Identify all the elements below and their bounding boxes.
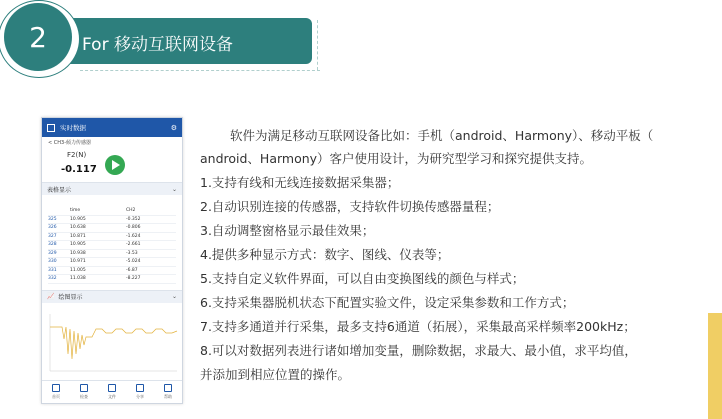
table-cell: 332 <box>48 276 57 282</box>
feature-4: 4.提供多种显示方式：数字、图线、仪表等； <box>200 247 450 262</box>
table-cell: -2.661 <box>126 242 141 248</box>
table-cell: 330 <box>48 259 57 265</box>
feature-2: 2.自动识别连接的传感器，支持软件切换传感器量程； <box>200 199 500 214</box>
sensor-line: < CH3-倾力传感器 <box>48 140 92 146</box>
table-cell: 10.938 <box>70 250 86 256</box>
feature-5: 5.支持自定义软件界面，可以自由变换图线的颜色与样式； <box>200 271 525 286</box>
phone-top-title: 实时数据 <box>60 124 86 132</box>
feature-8-cont: 并添加到相应位置的操作。 <box>200 367 351 382</box>
nav-label: 文件 <box>108 394 116 399</box>
phone-screenshot <box>41 117 183 404</box>
data-table <box>48 207 176 284</box>
table-section-label: 表格显示 <box>47 186 72 194</box>
table-row <box>48 250 176 259</box>
table-section-header <box>42 182 182 195</box>
feature-7: 7.支持多通道并行采集，最多支持6通道（拓展），采集最高采样频率200kHz； <box>200 319 636 334</box>
feature-8: 8.可以对数据列表进行诸如增加变量，删除数据，求最大、最小值，求平均值， <box>200 343 637 358</box>
gear-icon: ⚙ <box>170 123 177 132</box>
check-icon <box>80 384 88 392</box>
table-cell: -1.624 <box>126 233 141 239</box>
reading-value: -0.117 <box>61 164 97 175</box>
chart-section-label: 绘图显示 <box>58 294 83 301</box>
chart-icon: 📈 <box>47 293 55 300</box>
dashed-divider-vertical <box>317 20 318 70</box>
table-cell: 328 <box>48 242 57 248</box>
table-header-row <box>48 207 176 216</box>
nav-label: 检查 <box>80 394 88 399</box>
table-row <box>48 216 176 225</box>
table-cell: -0.806 <box>126 225 141 231</box>
section-number-badge <box>0 0 80 78</box>
table-cell: -0.352 <box>126 216 141 222</box>
section-number: 2 <box>4 3 72 71</box>
table-cell: 10.905 <box>70 242 86 248</box>
help-icon <box>164 384 172 392</box>
play-icon <box>105 155 125 175</box>
phone-top-bar <box>42 118 182 137</box>
table-cell: -8.227 <box>126 276 141 282</box>
table-cell: -5.024 <box>126 259 141 265</box>
table-row <box>48 258 176 267</box>
page-title: For 移动互联网设备 <box>82 35 233 55</box>
nav-check[interactable] <box>70 381 98 403</box>
intro-line-1: 软件为满足移动互联网设备比如：手机（android、Harmony）、移动平板（ <box>230 128 654 143</box>
table-cell: 11.005 <box>70 267 86 273</box>
nav-file[interactable] <box>98 381 126 403</box>
nav-label: 分享 <box>136 394 144 399</box>
signal-plot <box>42 309 182 379</box>
accent-bar <box>708 313 722 419</box>
table-cell: 326 <box>48 225 57 231</box>
share-icon <box>136 384 144 392</box>
home-icon <box>52 384 60 392</box>
chart-section-header <box>42 290 182 303</box>
table-row <box>48 241 176 250</box>
nav-share[interactable] <box>126 381 154 403</box>
chevron-down-icon: ⌄ <box>171 185 177 193</box>
table-cell: 331 <box>48 267 57 273</box>
bottom-nav <box>42 380 182 403</box>
table-header-cell: CH2 <box>126 208 136 214</box>
table-row <box>48 224 176 233</box>
nav-home[interactable] <box>42 381 70 403</box>
nav-label: 首页 <box>52 394 60 399</box>
intro-line-2: android、Harmony）客户使用设计，为研究型学习和探究提供支持。 <box>200 151 593 166</box>
table-header-cell: time <box>70 208 81 214</box>
reading-panel <box>42 148 182 182</box>
table-cell: 10.905 <box>70 216 86 222</box>
dashed-divider <box>80 70 320 71</box>
feature-1: 1.支持有线和无线连接数据采集器； <box>200 175 400 190</box>
table-cell: -6.87 <box>126 267 138 273</box>
folder-icon <box>108 384 116 392</box>
table-cell: 329 <box>48 250 57 256</box>
table-cell: 325 <box>48 216 57 222</box>
feature-6: 6.支持采集器脱机状态下配置实验文件，设定采集参数和工作方式； <box>200 295 575 310</box>
app-icon <box>47 124 55 132</box>
chevron-down-icon: ⌄ <box>171 293 177 300</box>
feature-3: 3.自动调整窗格显示最佳效果； <box>200 223 375 238</box>
table-cell: 327 <box>48 233 57 239</box>
signal-plot-svg <box>42 309 182 379</box>
table-cell: 10.638 <box>70 225 86 231</box>
table-cell: 11.038 <box>70 276 86 282</box>
table-cell: -3.53 <box>126 250 138 256</box>
table-row <box>48 233 176 242</box>
table-cell: 10.871 <box>70 233 86 239</box>
nav-help[interactable] <box>154 381 182 403</box>
channel-label: F2(N) <box>67 151 87 159</box>
table-row <box>48 267 176 276</box>
table-row <box>48 275 176 284</box>
nav-label: 帮助 <box>164 394 172 399</box>
table-cell: 10.971 <box>70 259 86 265</box>
